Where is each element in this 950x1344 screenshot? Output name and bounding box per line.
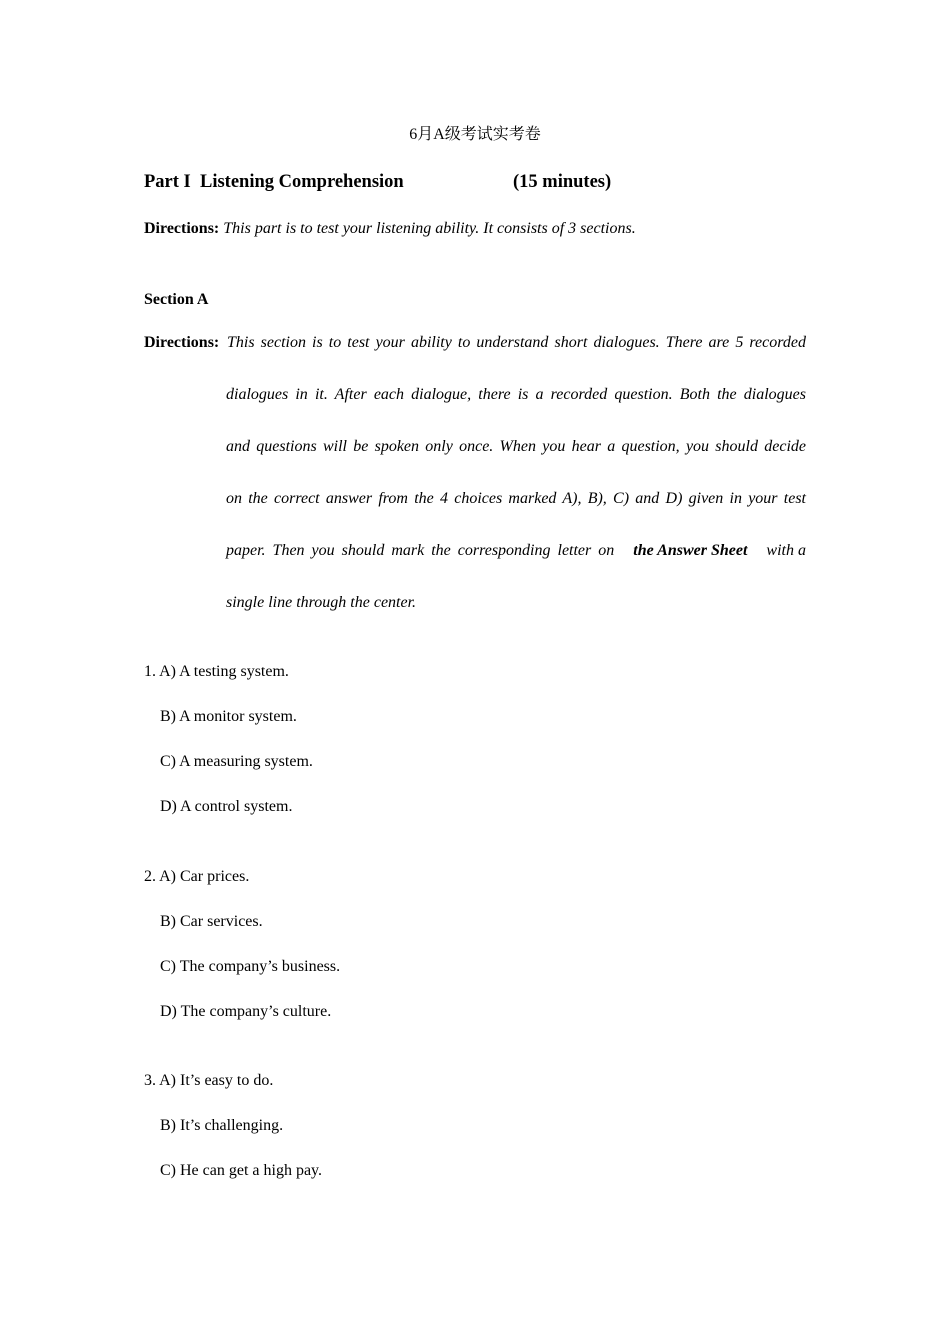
document-title: 6月A级考试实考卷 bbox=[409, 126, 541, 143]
question-number: 2. bbox=[144, 868, 156, 885]
part-time: (15 minutes) bbox=[513, 172, 612, 192]
question-option: B) It’s challenging. bbox=[160, 1117, 284, 1134]
question-2-first-line bbox=[144, 866, 249, 888]
section-a-heading: Section A bbox=[144, 291, 209, 308]
section-a-directions-line: on the correct answer from the 4 choices marked A), B), C) and D) given in your test bbox=[226, 490, 806, 507]
section-a-line5-tail: with a bbox=[766, 542, 806, 559]
section-a-line5-text: paper. Then you should mark the corresponding letter on bbox=[226, 542, 615, 559]
part-heading: Part I Listening Comprehension bbox=[144, 172, 404, 192]
section-a-directions-line bbox=[226, 540, 806, 562]
question-option: D) A control system. bbox=[160, 798, 293, 815]
question-option: B) A monitor system. bbox=[160, 708, 297, 725]
section-a-directions-line: This section is to test your ability to understand short dialogues. There are 5 recorded bbox=[227, 334, 806, 351]
question-option: A) It’s easy to do. bbox=[159, 1072, 274, 1089]
question-option: C) The company’s business. bbox=[160, 958, 341, 975]
question-option: B) Car services. bbox=[160, 913, 263, 930]
section-a-directions-line: single line through the center. bbox=[226, 594, 417, 611]
question-option: C) He can get a high pay. bbox=[160, 1162, 323, 1179]
question-option: A) A testing system. bbox=[159, 663, 289, 680]
question-option: A) Car prices. bbox=[159, 868, 250, 885]
question-option: C) A measuring system. bbox=[160, 753, 313, 770]
question-1-first-line bbox=[144, 661, 289, 683]
section-a-directions-line: dialogues in it. After each dialogue, there is a recorded question. Both the dialogues bbox=[226, 386, 806, 403]
question-option: D) The company’s culture. bbox=[160, 1003, 332, 1020]
section-a-directions-line: and questions will be spoken only once. When you hear a question, you should decide bbox=[226, 438, 806, 455]
answer-sheet-emphasis: the Answer Sheet bbox=[633, 542, 748, 559]
question-3-first-line bbox=[144, 1070, 273, 1092]
part-directions-label: Directions: bbox=[144, 220, 220, 237]
question-number: 1. bbox=[144, 663, 156, 680]
part-directions-text: This part is to test your listening ability. It consists of 3 sections. bbox=[223, 220, 636, 237]
question-number: 3. bbox=[144, 1072, 156, 1089]
part-directions bbox=[144, 218, 636, 240]
section-a-directions-label: Directions: bbox=[144, 334, 220, 351]
